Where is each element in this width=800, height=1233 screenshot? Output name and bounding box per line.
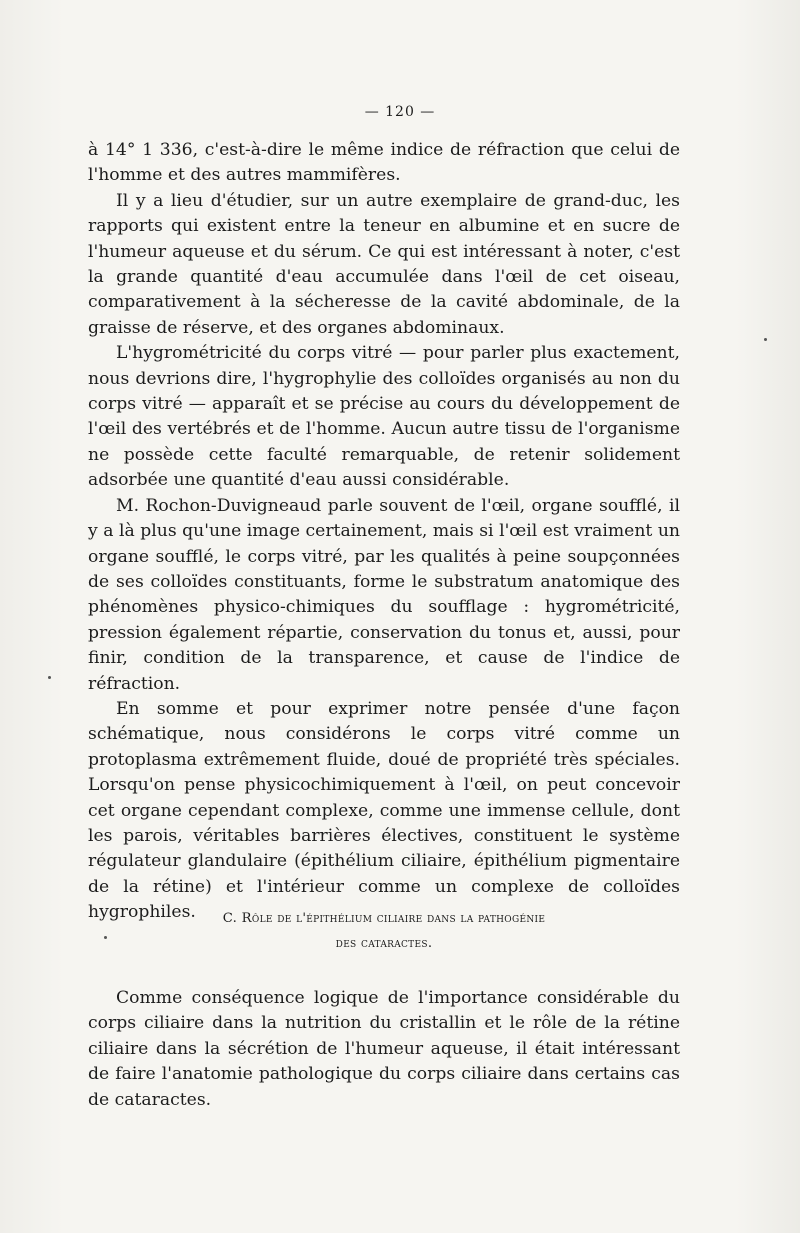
section-heading [88,906,680,956]
page-number: — 120 — [364,104,436,120]
paragraph-organe-souffle: M. Rochon-Duvigneaud parle souvent de l'œil, organe soufflé, il y a là plus qu'une image certainement, mais si l'œil est vraiment un organe soufflé, le corps vitré, par les qualités à peine soupçonnées de ses colloïdes constituants, forme le substratum anatomique des phénomènes physico-chimiques du soufflage : hygrométricité, pression également répartie, conservation du tonus et, aussi, pour finir, condition de la transparence, et cause de l'indice de réfraction. [88,495,680,694]
section-text [88,986,680,1113]
margin-mark-left [48,676,51,679]
paragraph-hygrometricite: L'hygrométricité du corps vitré — pour parler plus exactement, nous devrions dire, l'hygrophylie des colloïdes organisés au non du corps vitré — apparaît et se précise au cours du développement de l'œil des vertébrés et de l'homme. Aucun autre tissu de l'organisme ne possède cette faculté remarquable, de retenir solidement adsorbée une quantité d'eau aussi considérable. [88,343,680,491]
paragraph-section-c: Comme conséquence logique de l'importance considérable du corps ciliaire dans la nutrition du cristallin et le rôle de la rétine ciliaire dans la sécrétion de l'humeur aqueuse, il était intéressant de faire l'anatomie pathologique du corps ciliaire dans certains cas de cataractes. [88,988,680,1110]
section-heading-line-2: des cataractes. [335,936,433,951]
margin-mark-right [764,338,767,341]
paragraph-en-somme: En somme et pour exprimer notre pensée d'une façon schématique, nous considérons le corps vitré comme un protoplasma extrêmement fluide, doué de propriété très spéciales. Lorsqu'on pense physicochimiquement à l'œil, on peut concevoir cet organe cependant complexe, comme une immense cellule, dont les parois, véritables barrières électives, constituent le système régulateur glandulaire (épithélium ciliaire, épithélium pigmentaire de la rétine) et l'intérieur comme un complexe de colloïdes hygrophiles. [88,698,680,923]
paragraph-grand-duc: Il y a lieu d'étudier, sur un autre exemplaire de grand-duc, les rapports qui existent entre la teneur en albumine et en sucre de l'humeur aqueuse et du sérum. Ce qui est intéressant à noter, c'est la grande quantité d'eau accumulée dans l'œil de cet oiseau, comparativement à la sécheresse de la cavité abdominale, de la graisse de réserve, et des organes abdominaux. [88,190,680,338]
section-heading-line-1: C. Rôle de l'épithélium ciliaire dans la pathogénie [222,911,546,926]
margin-mark-heading [104,936,107,939]
paragraph-continuation: à 14° 1 336, c'est-à-dire le même indice de réfraction que celui de l'homme et des autres mammifères. [88,140,680,186]
body-text [88,138,680,926]
